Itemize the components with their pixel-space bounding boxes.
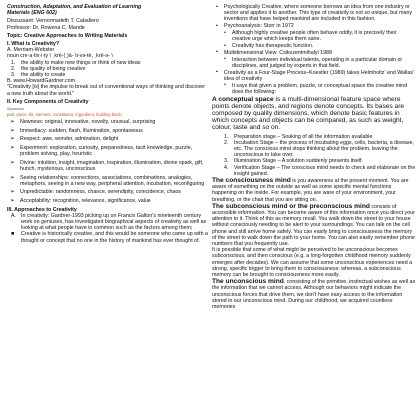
bullet-icon: ▪ xyxy=(216,69,218,76)
bullet-icon: ▪ xyxy=(216,22,218,29)
key-components-list xyxy=(7,119,209,204)
target-bullet-icon: ➢ xyxy=(10,159,15,166)
course-title-line2: Materials (ENG 602) xyxy=(7,10,57,17)
list-item-text: It says that given a problem, puzzle, or conceptual space the creative mind does the following: xyxy=(232,82,408,95)
list-item-text: Psychoanalysis: Storr in 1972 xyxy=(224,23,294,30)
approach-a xyxy=(7,213,209,232)
stage-4: 4. Verification Stage – The conscious mind needs to check and elaborate on the insight gained. xyxy=(224,164,416,177)
bullet-icon: • xyxy=(224,29,226,36)
list-item-text: Respect: awe, wonder, admiration, delight xyxy=(20,136,119,143)
subconscious-mind-text: consists of accessible information. You can become aware of this information once you direct your attention to it. Think of this as memory recall. You walk down the street to your house without consciously needing to be alert to your surroundings. You can talk on the cell phone and still arrive home safely. You can easily bring to consciousness the memory of the street to walk down the path to your home. You can also easily remember phone numbers that you frequently use. xyxy=(212,203,417,248)
definition-2: 2. the quality of being creative xyxy=(11,65,86,72)
list-item-text: Acceptability: recognition, relevance, significance, value xyxy=(20,198,151,205)
target-bullet-icon: ➢ xyxy=(10,136,15,143)
approaches-sub-bullets xyxy=(212,30,416,49)
list-item xyxy=(212,4,416,23)
stage-1: 1. Preparation stage – Soaking of all the information available xyxy=(224,133,373,140)
list-item xyxy=(7,198,209,204)
approaches-bullets-2 xyxy=(212,50,416,56)
list-item xyxy=(212,30,416,42)
list-item xyxy=(7,189,209,195)
target-bullet-icon: ➢ xyxy=(10,174,15,181)
list-item xyxy=(212,43,416,49)
approach-b-text: Creative is historically creative, and this would be someone who came up with a thought or concept that no one in the history of mankind has ever thought of. xyxy=(21,231,208,244)
unconscious-mind-paragraph xyxy=(212,278,416,310)
bullet-icon: ▪ xyxy=(216,3,218,10)
list-item xyxy=(7,136,209,142)
list-item xyxy=(7,175,209,187)
list-item-text: Interaction between individual talents, operating in a particular domain or disciplines, and judged by experts in that field. xyxy=(232,56,403,69)
topic-heading: Topic: Creative Approaches to Writing Materials xyxy=(7,32,128,39)
conceptual-space-paragraph xyxy=(212,96,416,132)
list-item-text: Multidimensional View: Csikszentmihalyi 1988 xyxy=(224,49,332,56)
section-key-components: II. Key Components of Creativity xyxy=(7,98,89,105)
list-item-text: Unpredictable: randomness, chance, serendipity, coincidence, chaos xyxy=(20,189,181,196)
approaches-sub-bullets-2 xyxy=(212,57,416,69)
section-approaches: III. Approaches to Creativity xyxy=(7,206,77,213)
list-item xyxy=(212,50,416,56)
bullet-icon: • xyxy=(224,82,226,89)
definition-3: 3. the ability to create xyxy=(11,72,66,79)
stage-2: 2. Incubation Stage – the process of incubating eggs, cells, bacteria, a disease, etc. The conscious mind stops thinking about the problem, leaving the unconscious to take over. xyxy=(224,139,414,159)
list-item-text: Experiment: exploration, curiosity, preparedness, tacit knowledge, puzzle, problem solving, play, heuristic xyxy=(20,145,193,158)
definition-2-text: the quality of being creative xyxy=(21,65,86,72)
target-bullet-icon: ➢ xyxy=(10,198,15,205)
left-column xyxy=(7,4,209,244)
stage-2-text: Incubation Stage – the process of incubating eggs, cells, bacteria, a disease, etc. The conscious mind stops thinking about the problem, leaving the unconscious to take over. xyxy=(234,139,414,159)
conscious-mind-term: The consciousness mind xyxy=(212,177,291,185)
stage-3-text: Illumination Stage – A solution suddenly presents itself. xyxy=(234,158,363,165)
stage-1-text: Preparation stage – Soaking of all the information available xyxy=(234,133,373,140)
conscious-mind-paragraph xyxy=(212,177,416,203)
list-item-text: Seeing relationships: connections, associations, combinations, analogies, metaphors, seeing in a new way, peripheral attention, incubation, reconfiguring xyxy=(20,174,205,187)
list-item-text: Newness: original, innovative, novelty, unusual, surprising xyxy=(20,119,156,126)
list-item xyxy=(212,83,416,95)
conscious-transition-paragraph: It is possible that some of what might be perceived to be unconscious becomes subconscious, and then conscious (e.g. a long-forgotten childhood memory suddenly emerges after decades). We can assume that some unconscious experiences need a strong, specific trigger to bring them to consciousness; whereas, a subconscious memory can be brought to consciousness more easily. xyxy=(212,247,414,279)
source-howard-gardner: B. www.HowardGardner.com xyxy=(7,78,76,85)
definition-1-text: the ability to make new things or think of new ideas xyxy=(21,59,141,66)
approaches-sub-bullets-3 xyxy=(212,83,416,95)
list-item xyxy=(7,145,209,157)
target-bullet-icon: ➢ xyxy=(10,189,15,196)
subconscious-mind-term: The subconscious mind or the preconscious mind xyxy=(212,202,370,210)
pronunciation: noun cre·a·tiv·i·ty \ ˌkrē-(ˌ)ā-ˈti-və-tē, ˌkrē-ə- \ xyxy=(7,53,113,60)
bullet-icon: • xyxy=(224,56,226,63)
list-item-text: Immediacy: sudden, flash, illumination, spontaneous xyxy=(20,127,143,134)
approaches-bullets xyxy=(212,4,416,29)
list-item-text: Although highly creative people often behave oddly, it is precisely their creative urge which keeps them sane. xyxy=(232,30,397,43)
definition-3-text: the ability to create xyxy=(21,72,66,79)
stage-3: 3. Illumination Stage – A solution suddenly presents itself. xyxy=(224,158,363,165)
synonyms-list: part, piece, bit, element, constituent, ingredient, building block, xyxy=(7,111,123,117)
list-item xyxy=(212,70,416,82)
square-bullet-icon: ■ xyxy=(11,231,15,238)
bullet-icon: • xyxy=(224,42,226,49)
definition-1: 1. the ability to make new things or think of new ideas xyxy=(11,59,141,66)
unconscious-mind-text: , consisting of the primitive, instinctual wishes as well as the information that we cannot access. Although our behaviors might indicate the unconscious forces that drive them, we don't have easy access to the information stored in our unconscious mind. During our childhood, we acquired countless memories xyxy=(212,279,417,311)
approach-a-marker: A. xyxy=(11,212,17,219)
approach-a-text: In creativity: Gardner-1993 picking up on Francis Galton's nineteenth century work on geniuses, has investigated biographical aspects of creativity as well as looking at what people have in common such as the factors among them; xyxy=(21,212,207,232)
unconscious-mind-term: The unconscious mind xyxy=(212,278,284,286)
conceptual-space-text: is a multi-dimensional feature space where points denote objects, and regions denote concepts. Its bases are composed by quality dimensions, which denote basic features in which concepts and objects can be compared, as such as weight, colour, taste and so on. xyxy=(212,95,406,132)
list-item xyxy=(7,128,209,134)
professor: Professor: Dr. Rowena C. Mande xyxy=(7,24,85,31)
gardner-quote: "Creativity [is] the impulse to break out of conventional ways of thinking and discover a new truth about the world." xyxy=(7,84,207,97)
list-item xyxy=(7,119,209,125)
discussant: Discussant: Vernormadeth T. Caballero xyxy=(7,18,99,25)
source-merriam-webster: A. Merriam-Webster xyxy=(7,47,55,54)
target-bullet-icon: ➢ xyxy=(10,127,15,134)
target-bullet-icon: ➢ xyxy=(10,145,15,152)
list-item xyxy=(212,23,416,29)
target-bullet-icon: ➢ xyxy=(10,119,15,126)
list-item xyxy=(212,57,416,69)
right-column xyxy=(212,4,416,310)
list-item-text: Creativity has therapeutic function. xyxy=(232,43,314,49)
list-item-text: Creativity as a Four-Stage Process–Koestler (1989) takes Helmholtz' and Wallas' idea of creativity xyxy=(224,69,414,82)
subconscious-mind-paragraph xyxy=(212,203,416,247)
conscious-mind-text: is you awareness at the present moment. You are aware of something on the outside as well as some specific mental functions happening on the inside. For example, you are ware of your environment, your breathing, or the chair that you are sitting on. xyxy=(212,178,411,203)
synonyms-label: Synonyms xyxy=(7,107,24,112)
approach-b xyxy=(7,231,209,243)
stage-4-text: Verification Stage – The conscious mind needs to check and elaborate on the insight gained. xyxy=(234,164,416,177)
bullet-icon: ▪ xyxy=(216,49,218,56)
approaches-bullets-3 xyxy=(212,70,416,82)
conceptual-space-term: A conceptual space xyxy=(212,95,274,103)
list-item-text: Psychologically Creative, where someone borrows an idea from one industry or sector and applies it to another. This type of creativity is not so unique, but many inventions that have helped mankind are included in this fashion. xyxy=(224,4,413,23)
course-title-line1: Construction, Adaptation, and Evaluation of Learning xyxy=(7,4,142,10)
section-what-is-creativity: I. What is Creativity? xyxy=(7,41,60,48)
list-item xyxy=(7,160,209,172)
list-item-text: Divine: intuition, insight, imagination, inspiration, illumination, divine spark, gift, hunch, mysterious, unconscious xyxy=(20,159,204,173)
